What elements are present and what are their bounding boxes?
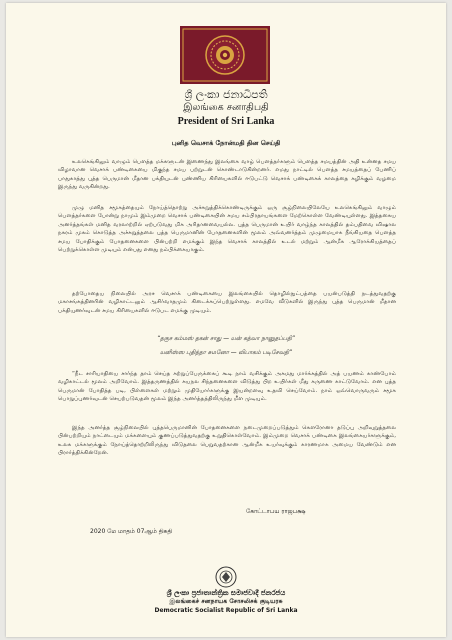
footer-tamil: இலங்கைச் சனநாயக சோசலிசக் குடியரசு xyxy=(169,598,283,605)
paragraph-1: உலகெங்கிலும் வாழும் பௌத்த மக்களுடன் இணைந்து இலங்கை வாழ் பௌத்தர்களும் பௌத்த சமயத்தின் அதி உன்னத சமய விழாவான வெசாக் பண்டிகையை மிகுந்த சமய பற்றுடன் கொண்டாடுகின்றனர். எமது நாட்டில் பௌத்த சமயத்தைப் பேணிப் பாதுகாத்து புத்த பெருமான் மீதான பக்தியுடன் புண்ணிய கிரியைகளில் ஈடுபட்டு வெசாக் பண்டிகைக் காலத்தை கழிக்கும் வழமை இருந்து வருகின்றது. xyxy=(58,159,396,191)
paragraph-4: “நீட சாரியாதியை சார்ந்த தாம் செய்த சுற்றுப்பேருக்கைப் கூடி நாம் வசிக்கும் அகமது மார்க்கத்தில் அத் பயணம் காண்போம் வழிகாட்டல் மூலம் அறிவோம். இத்தருணத்தில் சுயநல சிந்தனைகளை விடுத்து பிற உயிர்கள் மீது கருணை காட்டுவோம். என புத்த பெருமான் போதித்த படி, பிள்ளைகள் மற்றும் முதியோர்களுக்கு இயன்றளவு உதவி செய்வோம். நாம் ஒவ்வொருவரும் சமூக பொறுப்புணர்வுடன் செயற்படுவதன் மூலம் இந்த அனர்த்தத்திலிருந்து மீள முடியும். xyxy=(58,371,396,403)
letter-date: 2020 மே மாதம் 07ஆம் திகதி xyxy=(90,528,173,535)
presidential-emblem xyxy=(180,26,270,84)
quote-line-1: “தகுச கம்மஸ் தகன் சாது — யன் கத்வா நானுதப்பதி” xyxy=(157,336,295,342)
footer-english: Democratic Socialist Republic of Sri Lanka xyxy=(154,607,298,614)
paragraph-3: தற்போதைய நிலையில் அரச வெசாக் பண்டிகையை இலங்கையில் தொழில்நுட்பத்தை பயன்படுத்தி நடத்துவதற்கு மகாசங்கத்தினரின் வழிகாட்டலும் ஆசிர்வாதமும் கிடைக்கப்பெற்றுள்ளது. எமவே வீடுகளில் இருந்து புத்த பெருமான் மீதான பக்தியுணர்வுடன் சமய கிரியைகளில் ஈடுபட எமக்கு முடியும். xyxy=(58,291,396,314)
quote-line-2: யனிஸ்ஸ புதித்தா சுமனோ — விபாகம் படிசேவதி” xyxy=(159,350,293,356)
paragraph-5: இந்த அனர்த்த சூழ்நிலையில் புத்தபெருமானின் போதனைகளை நடைமுறைப்படுத்தும் கௌரோனா தடுப்பு அறிவுறுத்தலை பின்பற்றியும் நாட்டையும் மக்களையும் குணப்படுத்துவதற்கு உறுதிகொள்வோம். இம்முறை வெசாக் பண்டிகை இலங்கையர்களுக்கும், உலக மக்களுக்கும் நோய்த்தொற்றிலிருந்து விடுதலை பெறுவதற்கான ஆன்மீக உயர்வுக்கும் காரணமாக அமைய வேண்டும் என பிரார்த்திக்கின்றேன். xyxy=(58,425,396,457)
state-emblem-icon xyxy=(212,566,240,588)
title-tamil: இலங்கை சனாதிபதி xyxy=(183,102,269,113)
title-english: President of Sri Lanka xyxy=(177,116,275,127)
title-sinhala: ශ්‍රී ලංකා ජනාධිපති xyxy=(184,88,268,101)
paragraph-2: முழு மனித சமூகத்தையும் நோய்த்தொற்று அச்சுறுத்திக்கொண்டிருக்கும் ஒரு சூழ்நிலையிலேயே உலகெங்கிலும் வாழும் பௌத்தர்களை போன்று நாமும் இம்முறை வெசாக் பண்டிகையின் சமய சம்பிரதாயங்களை மேற்கொள்ள வேண்டியுள்ளது. இத்தகைய அனர்த்தங்கள் மனித வரலாற்றில் ஏற்படுவது மிக அரிதானவையல்ல. புத்த பெருமான் உயிர் வாழ்ந்த காலத்தில் தம்பதிவை விஷால நகரம் முகம் கொடுத்த அச்சுறுத்தலை புத்த பெருமானின் போதனைகளின் மூலம் அவ்வனர்த்தம் முழுமையாக நீங்கியதை பௌத்த சமய போதிக்கும் போதனைகளை பின்பற்றி எமக்கும் இந்த வெசாக் காலத்தில் உடல் மற்றும் ஆன்மீக ஆரோக்கியத்தைப் பெற்றுக்கொள்ள முடியும் என்பது எனது நம்பிக்கையாகும். xyxy=(58,205,396,254)
footer-sinhala: ශ්‍රී ලංකා ප්‍රජාතාන්ත්‍රික සමාජවාදී ජනරජය xyxy=(166,589,286,597)
signatory-name: கோட்டாபய ராஜபக்ஷ xyxy=(246,508,306,515)
letter-subject: புனித வெசாக் நோன்மதி தின செய்தி xyxy=(171,139,281,147)
